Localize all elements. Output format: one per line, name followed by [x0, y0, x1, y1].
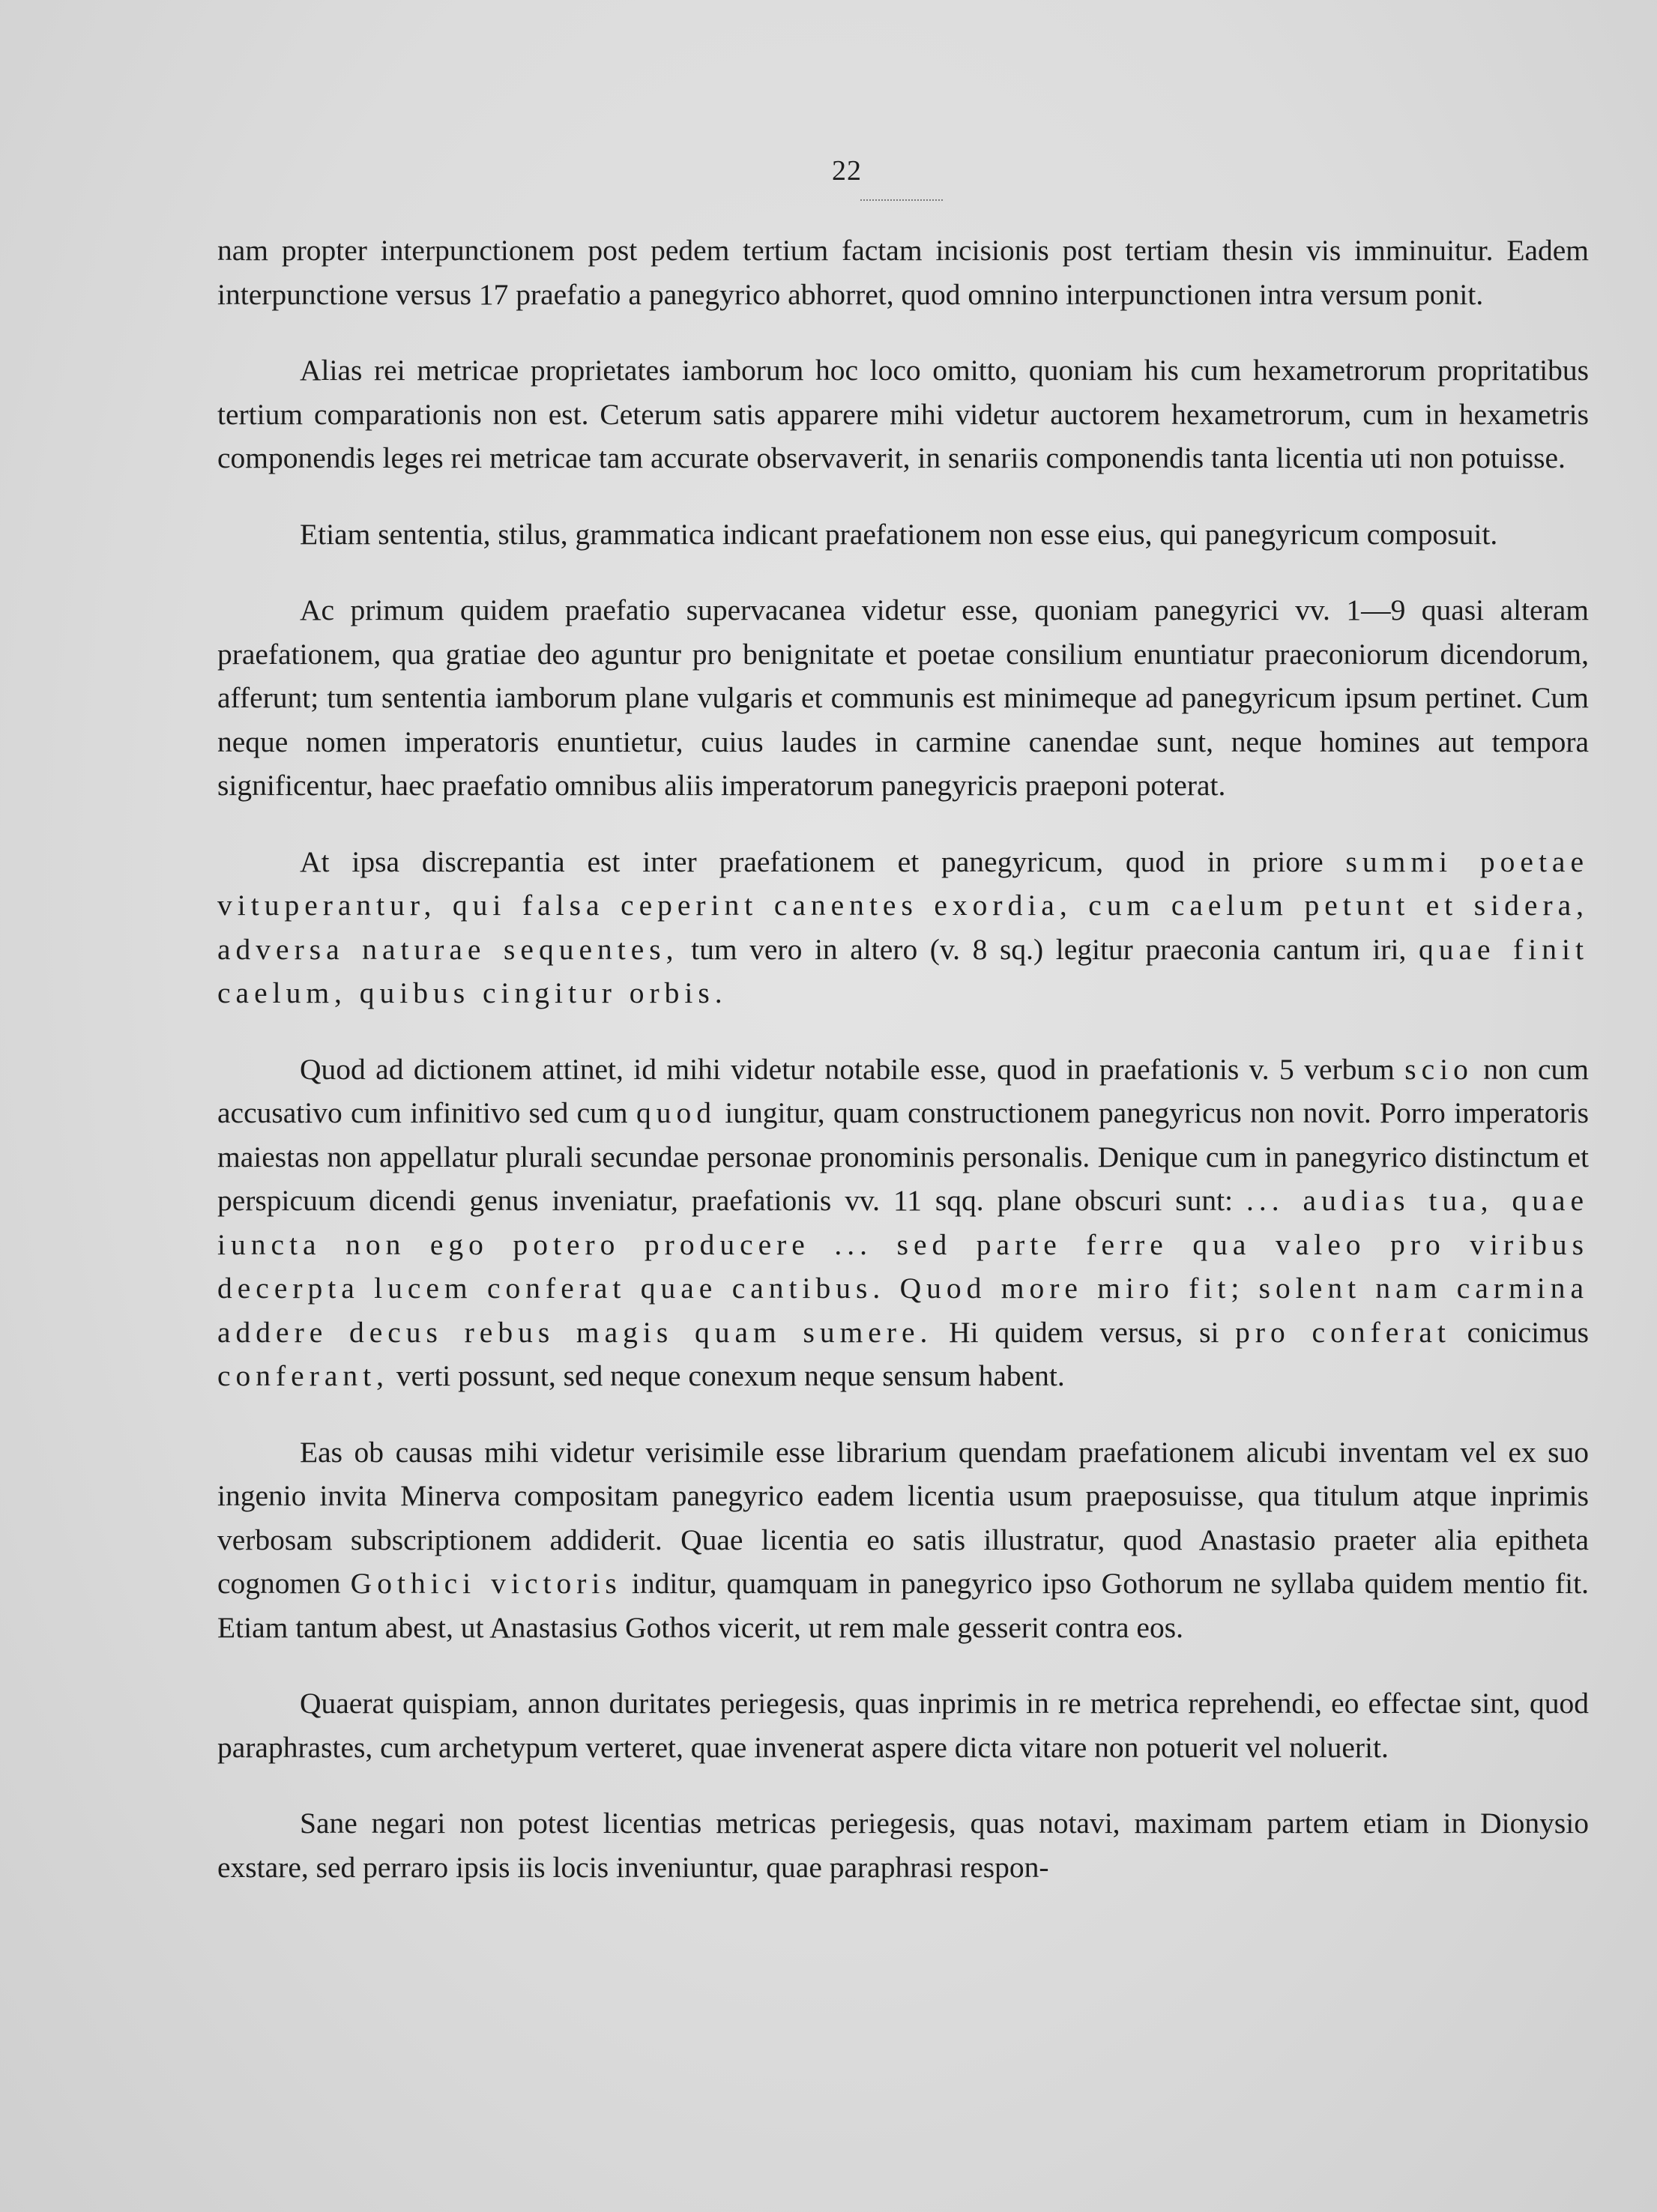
- page-number: 22: [832, 155, 862, 187]
- paragraph-text: verti possunt, sed neque conexum neque sensum habent.: [389, 1359, 1065, 1392]
- paragraph-text: At ipsa discrepantia est inter praefationem et panegyricum, quod in priore: [300, 844, 1346, 878]
- paragraph: [217, 1430, 1589, 1650]
- paragraph: [217, 348, 1589, 480]
- page-number-ornament: [860, 199, 943, 201]
- paragraph-text: Eas ob causas mihi videtur verisimile esse librarium quendam praefationem alicubi inventam vel ex suo ingenio invita Minerva compositam panegyrico eadem licentia usum praeposuisse, qua titulum atque inprimis verbosam subscriptionem addiderit. Quae licentia eo satis illustratur, quod Anastasio praeter alia epitheta cognomen: [217, 1435, 1589, 1600]
- spaced-emphasis-text: conferant,: [217, 1359, 390, 1392]
- paragraph-text: inditur, quamquam in panegyrico ipso Gothorum ne syllaba quidem mentio fit. Etiam tantum abest, ut Anastasius Gothos vicerit, ut rem male gesserit contra eos.: [217, 1567, 1589, 1644]
- paragraph-text: Etiam sententia, stilus, grammatica indicant praefationem non esse eius, qui panegyricum composuit.: [300, 517, 1498, 551]
- body-text: [217, 229, 1589, 1921]
- paragraph-text: Hi quidem versus, si: [932, 1315, 1236, 1349]
- paragraph-text: nam propter interpunctionem post pedem tertium factam incisionis post tertiam thesin vis imminuitur. Eadem interpunctione versus 17 praefatio a panegyrico abhorret, quod omnino interpunctionen intra versum ponit.: [217, 234, 1589, 311]
- paragraph-text: Sane negari non potest licentias metricas periegesis, quas notavi, maximam partem etiam in Dionysio exstare, sed perraro ipsis iis locis inveniuntur, quae paraphrasi respon-: [217, 1807, 1589, 1884]
- paragraph-text: tum vero in altero (v. 8 sq.) legitur praeconia cantum iri,: [678, 932, 1419, 966]
- paragraph: [217, 513, 1589, 557]
- spaced-emphasis-text: scio: [1404, 1052, 1473, 1086]
- paragraph-text: conicimus: [1450, 1315, 1590, 1349]
- paragraph-text: Quaerat quispiam, annon duritates periegesis, quas inprimis in re metrica reprehendi, eo effectae sint, quod paraphrastes, cum archetypum verteret, quae invenerat aspere dicta vitare non potuerit vel noluerit.: [217, 1687, 1589, 1764]
- spaced-emphasis-text: summi poetae vituperantur, qui falsa ceperint canentes exordia, cum caelum petunt et sidera, adversa naturae sequentes,: [217, 844, 1589, 966]
- paragraph: [217, 1801, 1589, 1889]
- paragraph: [217, 1048, 1589, 1398]
- paragraph-text: Quod ad dictionem attinet, id mihi videtur notabile esse, quod in praefationis v. 5 verbum: [300, 1052, 1405, 1086]
- paragraph-text: iungitur, quam constructionem panegyricus non novit. Porro imperatoris maiestas non appellatur plurali secundae personae pronominis personalis. Denique cum in panegyrico distinctum et perspicuum dicendi genus inveniatur, praefationis vv. 11 sqq. plane obscuri sunt:: [217, 1096, 1590, 1217]
- paragraph-text: non cum accusativo cum infinitivo sed cum: [217, 1052, 1589, 1129]
- paragraph: [217, 1681, 1589, 1769]
- paragraph: [217, 229, 1589, 316]
- paragraph: [217, 588, 1589, 808]
- spaced-emphasis-text: ... audias tua, quae iuncta non ego potero producere ... sed parte ferre qua valeo pro viribus decerpta lucem conferat quae cantibus. Quod more miro fit; solent nam carmina addere decus rebus magis quam sumere.: [217, 1184, 1590, 1349]
- spaced-emphasis-text: quod: [636, 1096, 716, 1129]
- paragraph-text: Alias rei metricae proprietates iamborum hoc loco omitto, quoniam his cum hexametrorum propritatibus tertium comparationis non est. Ceterum satis apparere mihi videtur auctorem hexametrorum, cum in hexametris componendis leges rei metricae tam accurate observaverit, in senariis componendis tanta licentia uti non potuisse.: [217, 354, 1589, 474]
- spaced-emphasis-text: Gothici victoris: [350, 1567, 622, 1600]
- spaced-emphasis-text: pro conferat: [1235, 1315, 1451, 1349]
- spaced-emphasis-text: quae finit caelum, quibus cingitur orbis.: [217, 932, 1589, 1009]
- paragraph-text: Ac primum quidem praefatio supervacanea videtur esse, quoniam panegyrici vv. 1—9 quasi alteram praefationem, qua gratiae deo aguntur pro benignitate et poetae consilium enuntiatur praeconiorum dicendorum, afferunt; tum sententia iamborum plane vulgaris et communis est minimeque ad panegyricum ipsum pertinet. Cum neque nomen imperatoris enuntietur, cuius laudes in carmine canendae sunt, neque homines aut tempora significentur, haec praefatio omnibus aliis imperatorum panegyricis praeponi poterat.: [217, 593, 1589, 802]
- paragraph: [217, 840, 1589, 1015]
